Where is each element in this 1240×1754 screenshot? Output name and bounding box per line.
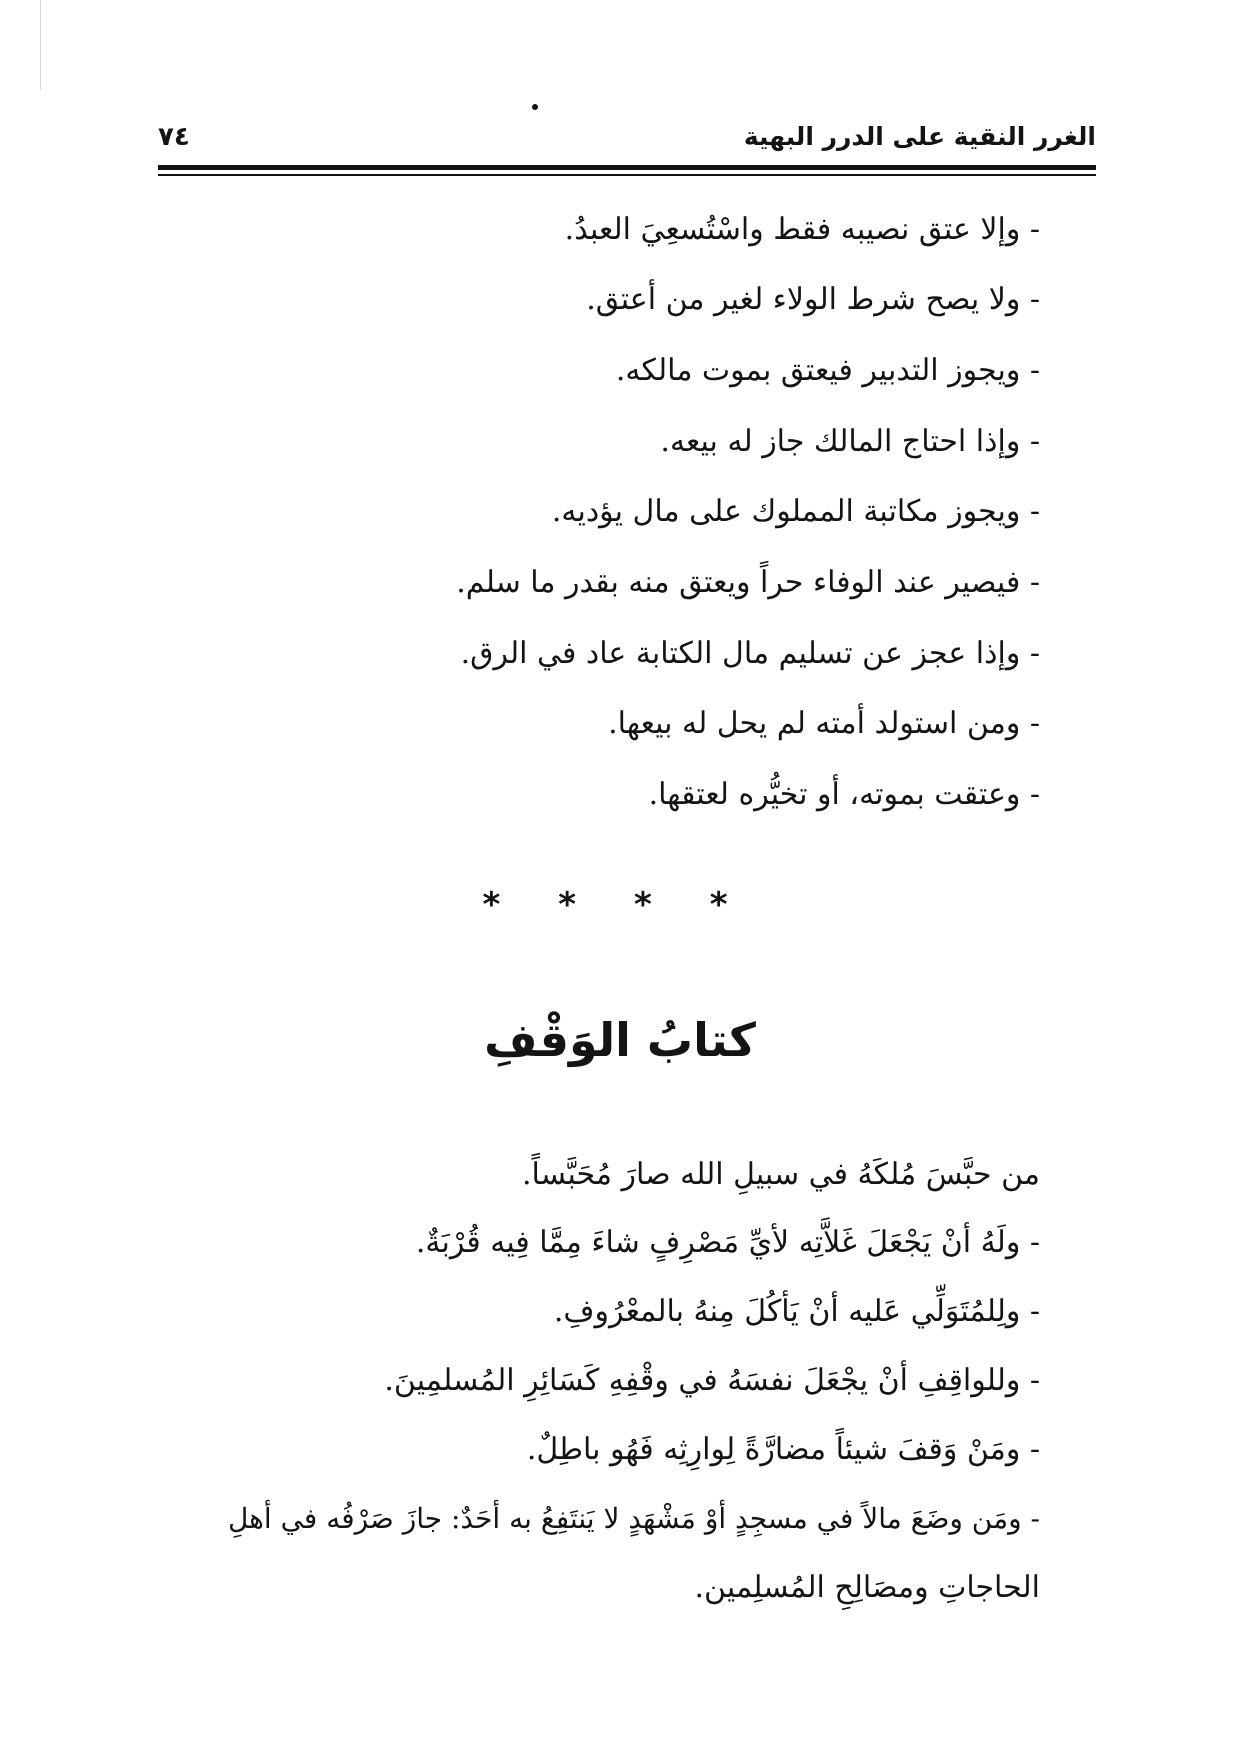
- text-line: - ومَن وضَعَ مالاً في مسجِدٍ أوْ مَشْهَدٍ لا يَنتَفِعُ به أحَدٌ: جازَ صَرْفُه في أهلِ: [227, 1502, 1040, 1535]
- text-line: - ولِلمُتَوَلِّي عَليه أنْ يَأكُلَ مِنهُ بالمعْرُوفِ.: [553, 1294, 1040, 1329]
- star-glyph: *: [558, 885, 606, 925]
- text-line: - ومن استولد أمته لم يحل له بيعها.: [608, 706, 1040, 741]
- header-rule-thin: [158, 174, 1096, 176]
- star-glyph: *: [709, 885, 758, 925]
- text-line: - وعتقت بموته، أو تخيُّره لعتقها.: [648, 777, 1040, 812]
- section-separator: [0, 885, 1240, 925]
- scan-edge-mark: [40, 0, 41, 90]
- star-glyph: *: [634, 885, 682, 925]
- page-number: ٧٤: [158, 122, 190, 152]
- text-line: - ومَنْ وَقفَ شيئاً مضارَّةً لِوارِثِه فَهُو باطِلٌ.: [526, 1432, 1040, 1467]
- text-line: - ويجوز التدبير فيعتق بموت مالكه.: [615, 353, 1040, 388]
- chapter-title: كتابُ الوَقْفِ: [484, 1013, 756, 1067]
- running-header: [158, 118, 1096, 164]
- text-line: - وإلا عتق نصيبه فقط واسْتُسعِيَ العبدُ.: [564, 212, 1040, 247]
- text-line: - فيصير عند الوفاء حراً ويعتق منه بقدر ما سلم.: [456, 565, 1040, 600]
- text-line: - وإذا احتاج المالك جاز له بيعه.: [660, 424, 1040, 459]
- text-line: الحاجاتِ ومصَالِحِ المُسلِمين.: [694, 1570, 1040, 1605]
- header-rule-thick: [158, 165, 1096, 170]
- text-line: - ويجوز مكاتبة المملوك على مال يؤديه.: [551, 494, 1040, 529]
- text-line: - ولا يصح شرط الولاء لغير من أعتق.: [586, 282, 1040, 317]
- text-line: من حبَّسَ مُلكَهُ في سبيلِ الله صارَ مُحَبَّساً.: [522, 1157, 1040, 1192]
- running-title: الغرر النقية على الدرر البهية: [743, 122, 1096, 151]
- text-line: - وإذا عجز عن تسليم مال الكتابة عاد في الرق.: [460, 636, 1040, 671]
- text-line: - ولَهُ أنْ يَجْعَلَ غَلاَّتِه لأيِّ مَصْرِفٍ شاءَ مِمَّا فِيه قُرْبَةٌ.: [415, 1225, 1040, 1260]
- ink-dot: [532, 104, 538, 110]
- text-line: - وللواقِفِ أنْ يجْعَلَ نفسَهُ في وقْفِهِ كَسَائِرِ المُسلمِينَ.: [384, 1363, 1040, 1398]
- star-glyph: *: [482, 885, 531, 925]
